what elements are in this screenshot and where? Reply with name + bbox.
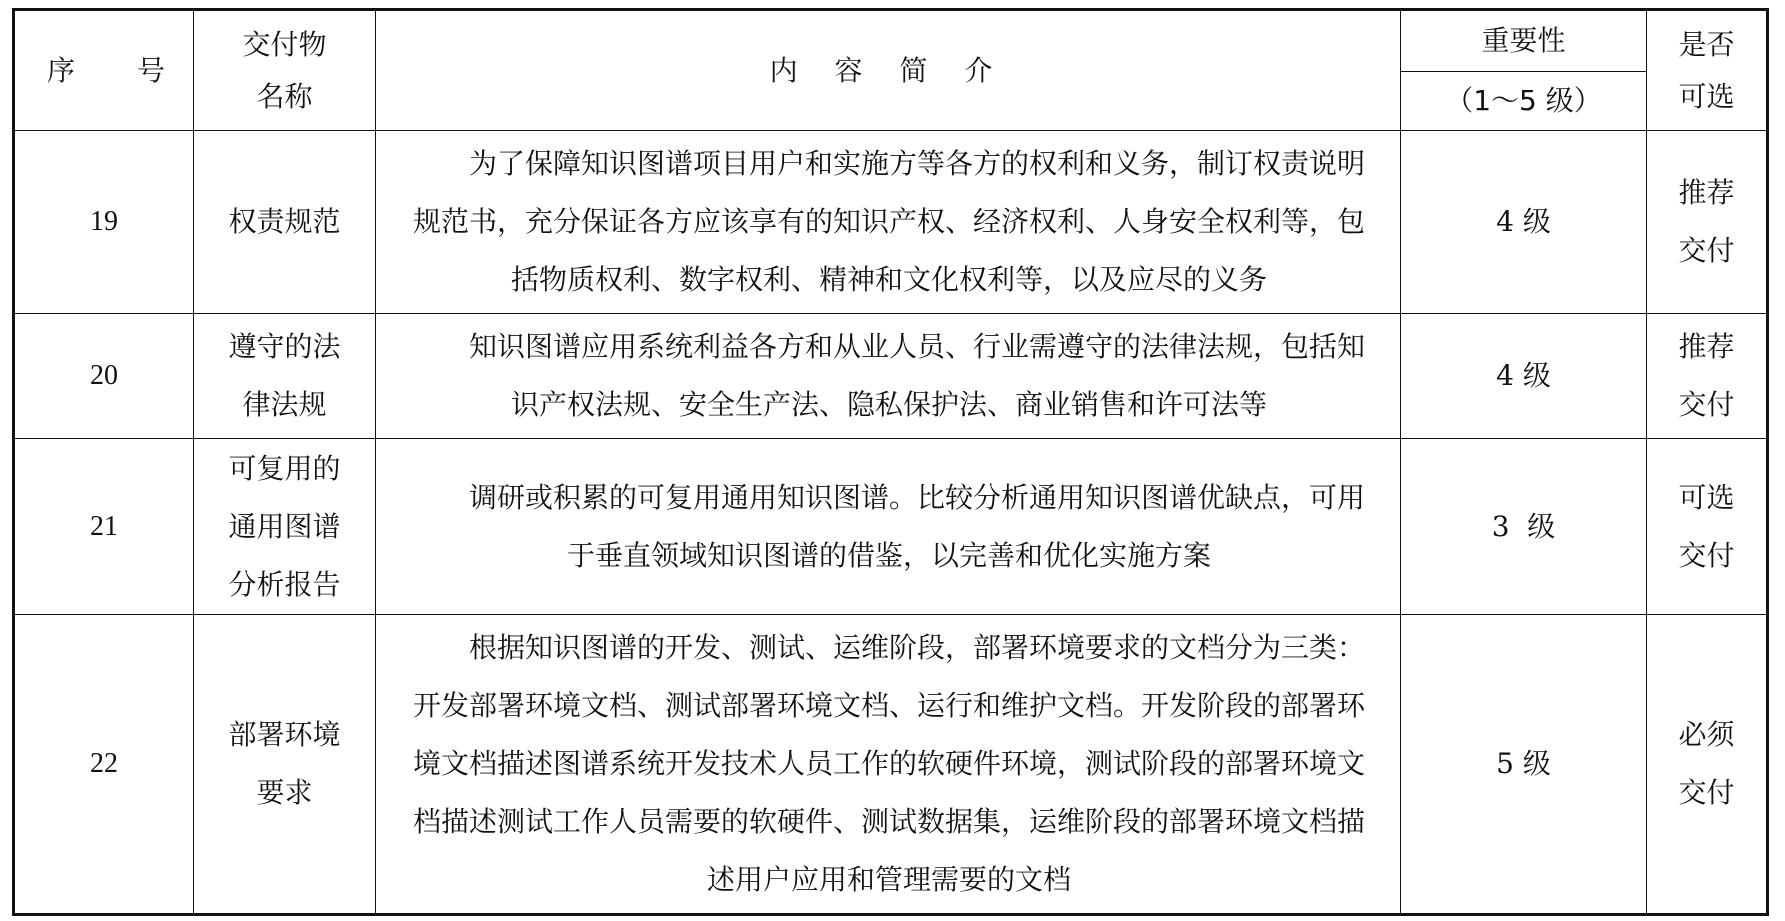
row-19-description (376, 131, 1401, 314)
table-row (14, 131, 1768, 314)
row-22-importance: 5 级 (1401, 615, 1647, 915)
row-20-optional-line-2: 交付 (1678, 388, 1735, 421)
row-21-name-line-3: 分析报告 (228, 567, 341, 601)
row-19-name-line-1: 权责规范 (228, 205, 341, 238)
row-20-name-line-1: 遵守的法 (228, 330, 341, 363)
row-22-seq: 22 (14, 615, 194, 915)
header-name-line-2: 名称 (256, 79, 313, 113)
row-21-optional (1647, 439, 1768, 615)
row-19-optional-line-1: 推荐 (1678, 176, 1735, 209)
row-22-name-line-1: 部署环境 (228, 718, 341, 751)
row-22-optional-line-1: 必须 (1678, 718, 1735, 751)
header-seq (14, 10, 194, 131)
row-22-optional (1647, 615, 1768, 915)
header-optional-line-2: 可选 (1678, 79, 1735, 113)
row-19-optional-line-2: 交付 (1678, 234, 1735, 267)
row-20-importance: 4 级 (1401, 314, 1647, 439)
header-importance-scale: （1～5 级） (1401, 72, 1647, 131)
row-20-optional (1647, 314, 1768, 439)
row-20-name-line-2: 律法规 (242, 388, 327, 421)
row-21-name (194, 439, 376, 615)
header-name (194, 10, 376, 131)
row-21-name-line-2: 通用图谱 (228, 509, 341, 543)
row-21-description-text: 调研或积累的可复用通用知识图谱。比较分析通用知识图谱优缺点，可用于垂直领域知识图谱的借鉴，以完善和优化实施方案 (468, 480, 1365, 572)
row-20-optional-line-1: 推荐 (1678, 330, 1735, 363)
header-seq-char-1: 序 (47, 53, 76, 87)
table-row (14, 439, 1768, 615)
header-optional (1647, 10, 1768, 131)
header-optional-line-1: 是否 (1678, 27, 1735, 61)
table-row (14, 615, 1768, 915)
row-22-optional-line-2: 交付 (1678, 776, 1735, 809)
row-20-name (194, 314, 376, 439)
row-21-description (376, 439, 1401, 615)
header-description: 内 容 简 介 (376, 10, 1401, 131)
row-19-seq: 19 (14, 131, 194, 314)
row-21-optional-line-2: 交付 (1678, 538, 1735, 572)
row-20-seq: 20 (14, 314, 194, 439)
row-19-importance: 4 级 (1401, 131, 1647, 314)
row-21-seq: 21 (14, 439, 194, 615)
header-seq-char-2: 号 (136, 53, 165, 87)
row-20-description-text: 知识图谱应用系统利益各方和从业人员、行业需遵守的法律法规，包括知识产权法规、安全生产法、隐私保护法、商业销售和许可法等 (468, 330, 1365, 421)
header-row-1 (14, 10, 1768, 72)
table-row (14, 314, 1768, 439)
row-22-name (194, 615, 376, 915)
row-20-description (376, 314, 1401, 439)
row-21-optional-line-1: 可选 (1678, 480, 1735, 514)
row-22-description (376, 615, 1401, 915)
header-name-line-1: 交付物 (242, 27, 327, 61)
row-22-description-text: 根据知识图谱的开发、测试、运维阶段，部署环境要求的文档分为三类：开发部署环境文档、测试部署环境文档、运行和维护文档。开发阶段的部署环境文档描述图谱系统开发技术人员工作的软硬件环境，测试阶段的部署环境文档描述测试工作人员需要的软硬件、测试数据集，运维阶段的部署环境文档描述用户应用和管理需要的文档 (412, 631, 1365, 896)
row-21-importance: 3 级 (1401, 439, 1647, 615)
deliverables-table-page (12, 8, 1766, 912)
header-importance: 重要性 (1401, 10, 1647, 72)
row-19-optional (1647, 131, 1768, 314)
row-19-name (194, 131, 376, 314)
row-21-name-line-1: 可复用的 (228, 451, 341, 485)
row-22-name-line-2: 要求 (256, 776, 313, 809)
row-19-description-text: 为了保障知识图谱项目用户和实施方等各方的权利和义务，制订权责说明规范书，充分保证各方应该享有的知识产权、经济权利、人身安全权利等，包括物质权利、数字权利、精神和文化权利等，以及应尽的义务 (412, 147, 1365, 296)
deliverables-table (12, 8, 1769, 916)
